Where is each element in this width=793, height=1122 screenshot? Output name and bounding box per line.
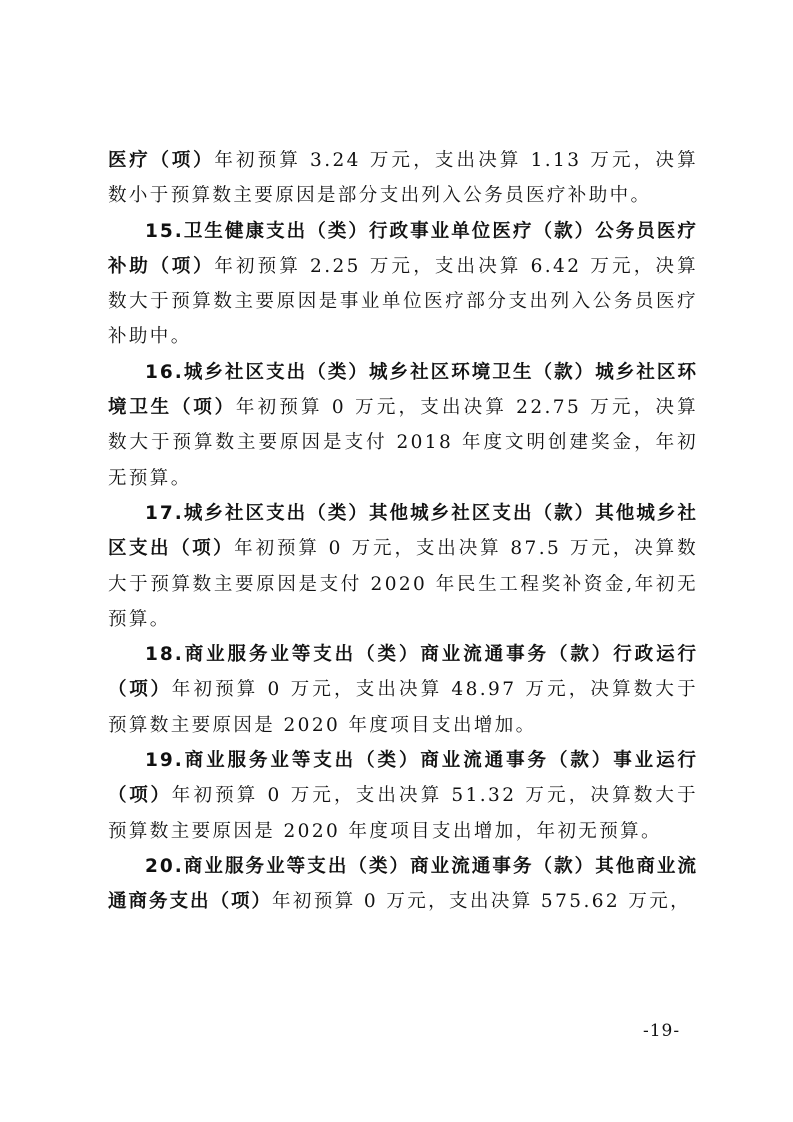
paragraph-item-16 xyxy=(108,355,698,496)
item-heading: 16.城乡社区支出（类）城乡社区环境卫生（款）城乡社区环境卫生（项） xyxy=(108,361,698,419)
item-heading: 15.卫生健康支出（类）行政事业单位医疗（款）公务员医疗补助（项） xyxy=(108,220,698,277)
paragraph-item-18 xyxy=(108,637,698,743)
item-text: 年初预算 2.25 万元，支出决算 6.42 万元，决算数大于预算数主要原因是事业单位医疗部分支出列入公务员医疗补助中。 xyxy=(108,255,698,348)
item-heading: 19.商业服务业等支出（类）商业流通事务（款）事业运行（项） xyxy=(108,750,698,807)
item-text: 年初预算 0 万元，支出决算 48.97 万元，决算数大于预算数主要原因是 2020 年度项目支出增加。 xyxy=(108,679,698,736)
paragraph-medical xyxy=(108,143,698,214)
item-heading: 20.商业服务业等支出（类）商业流通事务（款）其他商业流通商务支出（项） xyxy=(108,855,698,913)
paragraph-item-20 xyxy=(108,849,698,920)
item-text: 年初预算 0 万元，支出决算 575.62 万元， xyxy=(272,891,692,913)
paragraph-item-15 xyxy=(108,214,698,355)
page-number: -19- xyxy=(643,1021,681,1041)
item-heading: 17.城乡社区支出（类）其他城乡社区支出（款）其他城乡社区支出（项） xyxy=(108,502,698,560)
paragraph-item-19 xyxy=(108,743,698,849)
item-text: 年初预算 0 万元，支出决算 22.75 万元，决算数大于预算数主要原因是支付 2018 年度文明创建奖金，年初无预算。 xyxy=(108,397,698,489)
item-text: 年初预算 3.24 万元，支出决算 1.13 万元，决算数小于预算数主要原因是部分支出列入公务员医疗补助中。 xyxy=(108,150,698,207)
item-text: 年初预算 0 万元，支出决算 51.32 万元，决算数大于预算数主要原因是 2020 年度项目支出增加，年初无预算。 xyxy=(108,785,698,842)
paragraph-item-17 xyxy=(108,496,698,637)
item-heading: 医疗（项） xyxy=(108,150,215,171)
document-body xyxy=(108,143,698,920)
item-heading: 18.商业服务业等支出（类）商业流通事务（款）行政运行（项） xyxy=(108,644,698,701)
item-text: 年初预算 0 万元，支出决算 87.5 万元，决算数大于预算数主要原因是支付 2020 年民生工程奖补资金,年初无预算。 xyxy=(108,538,698,630)
